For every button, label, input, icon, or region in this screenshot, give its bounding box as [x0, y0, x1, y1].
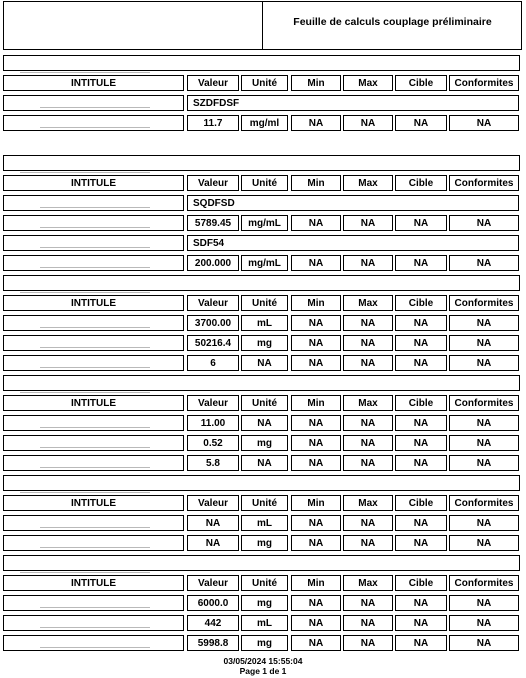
column-header-cible: Cible	[395, 575, 447, 591]
redaction-mark	[40, 547, 150, 548]
column-header-min: Min	[291, 295, 341, 311]
intitule-cell	[3, 115, 184, 131]
min-cell: NA	[291, 335, 341, 351]
column-header-conformite: Conformites	[449, 495, 519, 511]
conformite-cell: NA	[449, 615, 519, 631]
cible-cell: NA	[395, 315, 447, 331]
min-cell: NA	[291, 415, 341, 431]
column-header-conformite: Conformites	[449, 175, 519, 191]
unite-cell: mg/ml	[241, 115, 288, 131]
redaction-mark	[40, 627, 150, 628]
report-title: Feuille de calculs couplage préliminaire	[293, 16, 492, 28]
intitule-cell	[3, 315, 184, 331]
column-header-intitule: INTITULE	[3, 175, 184, 191]
column-header-valeur: Valeur	[187, 575, 239, 591]
valeur-cell: NA	[187, 515, 239, 531]
max-cell: NA	[343, 335, 393, 351]
valeur-cell: 5789.45	[187, 215, 239, 231]
intitule-cell	[3, 435, 184, 451]
column-header-max: Max	[343, 75, 393, 91]
redaction-mark	[40, 647, 150, 648]
valeur-cell: 11.7	[187, 115, 239, 131]
max-cell: NA	[343, 595, 393, 611]
min-cell: NA	[291, 435, 341, 451]
cible-cell: NA	[395, 595, 447, 611]
unite-cell: mg	[241, 335, 288, 351]
max-cell: NA	[343, 115, 393, 131]
redaction-mark	[40, 427, 150, 428]
column-header-unite: Unité	[241, 395, 288, 411]
intitule-cell	[3, 235, 184, 251]
valeur-cell: 5998.8	[187, 635, 239, 651]
column-header-valeur: Valeur	[187, 495, 239, 511]
sub-item-name: SZDFDSF	[187, 95, 519, 111]
column-header-unite: Unité	[241, 295, 288, 311]
column-header-min: Min	[291, 75, 341, 91]
intitule-cell	[3, 335, 184, 351]
column-header-conformite: Conformites	[449, 295, 519, 311]
column-header-conformite: Conformites	[449, 395, 519, 411]
intitule-cell	[3, 215, 184, 231]
cible-cell: NA	[395, 415, 447, 431]
valeur-cell: NA	[187, 535, 239, 551]
print-timestamp: 03/05/2024 15:55:04	[223, 656, 303, 666]
column-header-min: Min	[291, 395, 341, 411]
unite-cell: mg	[241, 595, 288, 611]
unite-cell: mg/mL	[241, 215, 288, 231]
cible-cell: NA	[395, 215, 447, 231]
redaction-mark	[40, 247, 150, 248]
max-cell: NA	[343, 615, 393, 631]
unite-cell: mg/mL	[241, 255, 288, 271]
sub-item-name: SQDFSD	[187, 195, 519, 211]
conformite-cell: NA	[449, 355, 519, 371]
column-header-min: Min	[291, 495, 341, 511]
cible-cell: NA	[395, 115, 447, 131]
max-cell: NA	[343, 315, 393, 331]
conformite-cell: NA	[449, 515, 519, 531]
conformite-cell: NA	[449, 255, 519, 271]
column-header-unite: Unité	[241, 495, 288, 511]
section-separator	[3, 375, 520, 391]
redaction-mark	[20, 392, 150, 393]
redaction-mark	[40, 207, 150, 208]
redaction-mark	[20, 572, 150, 573]
min-cell: NA	[291, 315, 341, 331]
max-cell: NA	[343, 255, 393, 271]
cible-cell: NA	[395, 335, 447, 351]
section-separator	[3, 555, 520, 571]
intitule-cell	[3, 195, 184, 211]
conformite-cell: NA	[449, 435, 519, 451]
max-cell: NA	[343, 415, 393, 431]
column-header-valeur: Valeur	[187, 75, 239, 91]
redaction-mark	[40, 127, 150, 128]
column-header-conformite: Conformites	[449, 575, 519, 591]
redaction-mark	[20, 292, 150, 293]
unite-cell: NA	[241, 455, 288, 471]
valeur-cell: 3700.00	[187, 315, 239, 331]
conformite-cell: NA	[449, 595, 519, 611]
min-cell: NA	[291, 635, 341, 651]
conformite-cell: NA	[449, 115, 519, 131]
cible-cell: NA	[395, 615, 447, 631]
column-header-max: Max	[343, 495, 393, 511]
column-header-valeur: Valeur	[187, 295, 239, 311]
conformite-cell: NA	[449, 215, 519, 231]
redaction-mark	[40, 347, 150, 348]
unite-cell: mg	[241, 635, 288, 651]
unite-cell: mg	[241, 435, 288, 451]
cible-cell: NA	[395, 635, 447, 651]
min-cell: NA	[291, 455, 341, 471]
conformite-cell: NA	[449, 335, 519, 351]
valeur-cell: 5.8	[187, 455, 239, 471]
column-header-unite: Unité	[241, 575, 288, 591]
column-header-max: Max	[343, 395, 393, 411]
redaction-mark	[40, 467, 150, 468]
min-cell: NA	[291, 595, 341, 611]
column-header-max: Max	[343, 575, 393, 591]
intitule-cell	[3, 95, 184, 111]
min-cell: NA	[291, 615, 341, 631]
intitule-cell	[3, 635, 184, 651]
cible-cell: NA	[395, 515, 447, 531]
cible-cell: NA	[395, 455, 447, 471]
column-header-intitule: INTITULE	[3, 395, 184, 411]
column-header-conformite: Conformites	[449, 75, 519, 91]
min-cell: NA	[291, 215, 341, 231]
valeur-cell: 6	[187, 355, 239, 371]
intitule-cell	[3, 415, 184, 431]
max-cell: NA	[343, 515, 393, 531]
column-header-cible: Cible	[395, 295, 447, 311]
unite-cell: mL	[241, 315, 288, 331]
intitule-cell	[3, 535, 184, 551]
min-cell: NA	[291, 535, 341, 551]
conformite-cell: NA	[449, 635, 519, 651]
intitule-cell	[3, 515, 184, 531]
column-header-unite: Unité	[241, 175, 288, 191]
cible-cell: NA	[395, 535, 447, 551]
redaction-mark	[40, 447, 150, 448]
unite-cell: NA	[241, 415, 288, 431]
page-number: Page 1 de 1	[239, 666, 287, 676]
column-header-cible: Cible	[395, 75, 447, 91]
valeur-cell: 11.00	[187, 415, 239, 431]
redaction-mark	[40, 607, 150, 608]
max-cell: NA	[343, 535, 393, 551]
unite-cell: mL	[241, 615, 288, 631]
cible-cell: NA	[395, 255, 447, 271]
max-cell: NA	[343, 355, 393, 371]
conformite-cell: NA	[449, 455, 519, 471]
redaction-mark	[40, 367, 150, 368]
redaction-mark	[20, 72, 150, 73]
max-cell: NA	[343, 435, 393, 451]
redaction-mark	[20, 172, 150, 173]
redaction-mark	[40, 267, 150, 268]
section-separator	[3, 275, 520, 291]
valeur-cell: 0.52	[187, 435, 239, 451]
column-header-min: Min	[291, 175, 341, 191]
report-header	[3, 1, 522, 50]
column-header-max: Max	[343, 295, 393, 311]
min-cell: NA	[291, 255, 341, 271]
section-separator	[3, 155, 520, 171]
sub-item-name: SDF54	[187, 235, 519, 251]
intitule-cell	[3, 355, 184, 371]
intitule-cell	[3, 255, 184, 271]
unite-cell: NA	[241, 355, 288, 371]
max-cell: NA	[343, 455, 393, 471]
intitule-cell	[3, 455, 184, 471]
valeur-cell: 6000.0	[187, 595, 239, 611]
min-cell: NA	[291, 515, 341, 531]
column-header-intitule: INTITULE	[3, 575, 184, 591]
cible-cell: NA	[395, 355, 447, 371]
unite-cell: mg	[241, 535, 288, 551]
column-header-valeur: Valeur	[187, 395, 239, 411]
conformite-cell: NA	[449, 315, 519, 331]
max-cell: NA	[343, 215, 393, 231]
conformite-cell: NA	[449, 415, 519, 431]
redaction-mark	[40, 227, 150, 228]
column-header-valeur: Valeur	[187, 175, 239, 191]
redaction-mark	[40, 107, 150, 108]
valeur-cell: 50216.4	[187, 335, 239, 351]
section-separator	[3, 475, 520, 491]
header-divider	[262, 2, 263, 49]
column-header-intitule: INTITULE	[3, 295, 184, 311]
redaction-mark	[40, 527, 150, 528]
column-header-cible: Cible	[395, 175, 447, 191]
valeur-cell: 442	[187, 615, 239, 631]
intitule-cell	[3, 615, 184, 631]
max-cell: NA	[343, 635, 393, 651]
conformite-cell: NA	[449, 535, 519, 551]
section-separator	[3, 55, 520, 71]
min-cell: NA	[291, 115, 341, 131]
unite-cell: mL	[241, 515, 288, 531]
column-header-min: Min	[291, 575, 341, 591]
redaction-mark	[40, 327, 150, 328]
column-header-intitule: INTITULE	[3, 495, 184, 511]
valeur-cell: 200.000	[187, 255, 239, 271]
column-header-unite: Unité	[241, 75, 288, 91]
min-cell: NA	[291, 355, 341, 371]
cible-cell: NA	[395, 435, 447, 451]
column-header-intitule: INTITULE	[3, 75, 184, 91]
column-header-max: Max	[343, 175, 393, 191]
redaction-mark	[20, 492, 150, 493]
column-header-cible: Cible	[395, 495, 447, 511]
column-header-cible: Cible	[395, 395, 447, 411]
intitule-cell	[3, 595, 184, 611]
